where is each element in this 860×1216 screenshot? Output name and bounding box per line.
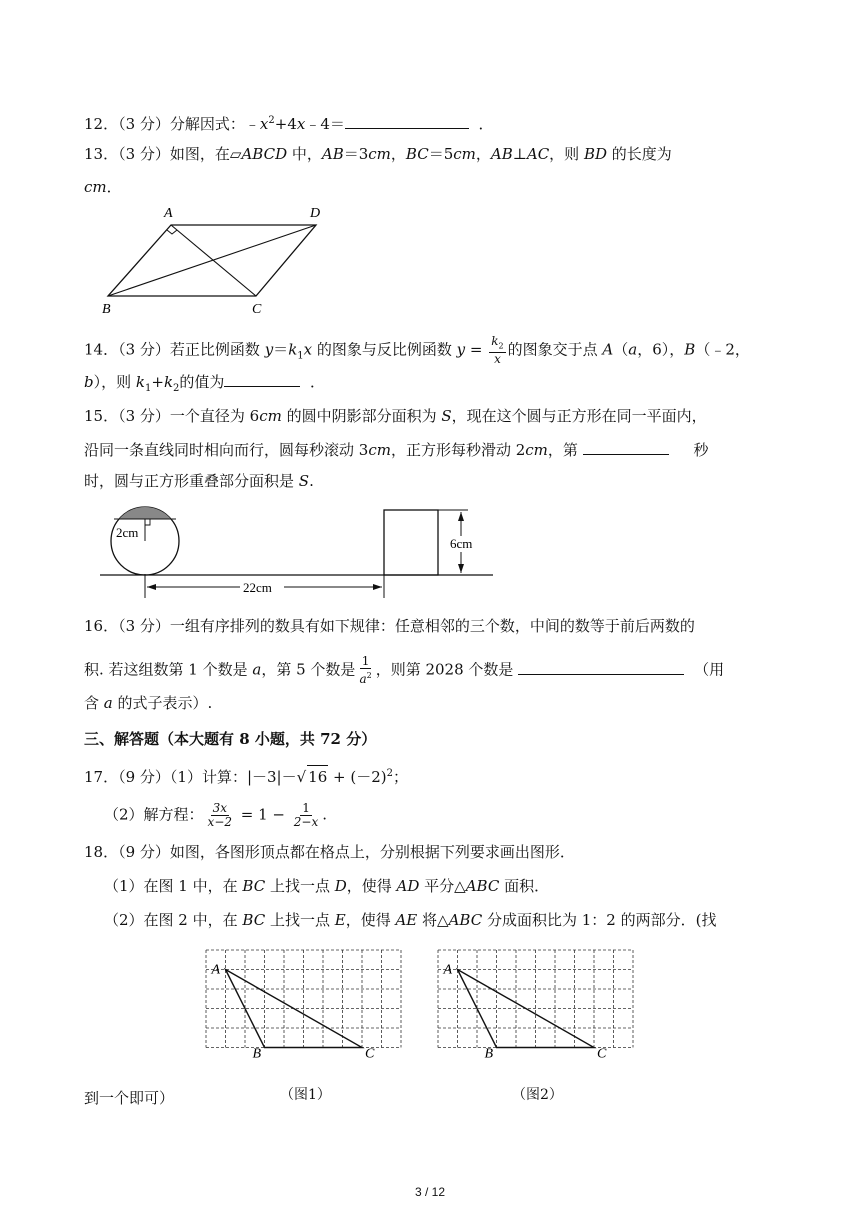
parallelogram-figure [96, 200, 336, 318]
answer-blank [224, 372, 300, 387]
label-b: B [484, 1046, 494, 1062]
fraction-k2-over-x: $\frac{k_2}{x}$ [491, 334, 504, 367]
answer-blank [583, 440, 669, 455]
answer-blank [345, 114, 469, 129]
question-18-part1: （1）在图 1 中，在 BC 上找一点 D，使得 AD 平分△ABC 面积． [104, 877, 550, 895]
grid-figure-2 [428, 940, 640, 1064]
fraction-1-over-2-x: $\frac{1}{2-x}$ [293, 801, 319, 829]
arrowhead-left [147, 584, 156, 590]
label-a: A [443, 962, 453, 978]
arrowhead-top [458, 512, 464, 521]
question-16-line3: 含 a 的式子表示）. [84, 694, 213, 712]
label-22cm: 22cm [243, 580, 272, 595]
question-18-line3: 到一个即可） [84, 1089, 175, 1107]
question-12: 12．（3 分）分解因式：$﹣x^2+4x﹣4=$ ． [84, 115, 494, 133]
question-15-line2: 沿同一条直线同时相向而行，圆每秒滚动 3cm，正方形每秒滑动 2cm，第 秒 [84, 441, 709, 459]
right-angle-mark [167, 230, 177, 234]
square [384, 510, 438, 575]
question-15-line3: 时，圆与正方形重叠部分面积是 S. [84, 472, 314, 490]
diagonal-ac [171, 225, 256, 296]
label-6cm: 6cm [450, 536, 473, 551]
label-b: B [252, 1046, 262, 1062]
right-angle-mark [145, 519, 150, 525]
label-b: B [102, 302, 111, 317]
question-16-line2: 积. 若这组数第 1 个数是 a，第 5 个数是 $\frac{1}{a^2}$ ，则第 2028 个数是 （用 [84, 654, 725, 686]
question-14: 14．（3 分）若正比例函数 $y=k_1x$ 的图象与反比例函数 y = $\frac{k_2}{x}$ 的图象交于点 A（a，6），B（﹣2， [84, 334, 750, 367]
page-number: 3 / 12 [414, 1185, 446, 1199]
question-15: 15．（3 分）一个直径为 6cm 的圆中阴影部分面积为 S，现在这个圆与正方形在同一平面内， [84, 407, 707, 425]
arrowhead-bottom [458, 564, 464, 573]
arrowhead-right [373, 584, 382, 590]
label-c: C [365, 1046, 375, 1062]
question-17-part2: （2）解方程： $\frac{3x}{x-2}$ = 1 − $\frac{1}{2-x}$ . [104, 801, 328, 829]
question-14-line2: b），则 $k_1+k_2$的值为 ． [84, 373, 325, 394]
question-13-line2: cm． [84, 178, 122, 196]
label-c: C [252, 302, 262, 317]
label-a: A [164, 206, 173, 221]
circle-square-figure [100, 504, 496, 600]
question-16: 16．（3 分）一组有序排列的数具有如下规律：任意相邻的三个数，中间的数等于前后两数的 [84, 617, 695, 635]
section-heading: 三、解答题（本大题有 8 小题，共 72 分） [84, 730, 377, 748]
label-d: D [310, 206, 321, 221]
label-a: A [211, 962, 221, 978]
question-17: 17．（9 分）（1）计算：|－3|－√ $16 + (-2)^2$； [84, 763, 408, 788]
answer-blank [518, 660, 684, 675]
question-13: 13．（3 分）如图，在▱ABCD 中，AB＝3cm，BC＝5cm，AB⊥AC，则 BD 的长度为 [84, 145, 672, 163]
label-c: C [597, 1046, 607, 1062]
question-18: 18．（9 分）如图，各图形顶点都在格点上，分别根据下列要求画出图形． [84, 843, 575, 861]
grid-figure-1 [196, 940, 408, 1064]
fraction-3x-over-x-2: $\frac{3x}{x-2}$ [207, 801, 233, 829]
caption-figure-1: （图1） [280, 1087, 331, 1103]
label-2cm: 2cm [116, 525, 139, 540]
caption-figure-2: （图2） [512, 1087, 563, 1103]
fraction-1-over-a2: $\frac{1}{a^2}$ [359, 654, 372, 686]
question-18-part2: （2）在图 2 中，在 BC 上找一点 E，使得 AE 将△ABC 分成面积比为 1：2 的两部分．(找 [104, 911, 717, 929]
